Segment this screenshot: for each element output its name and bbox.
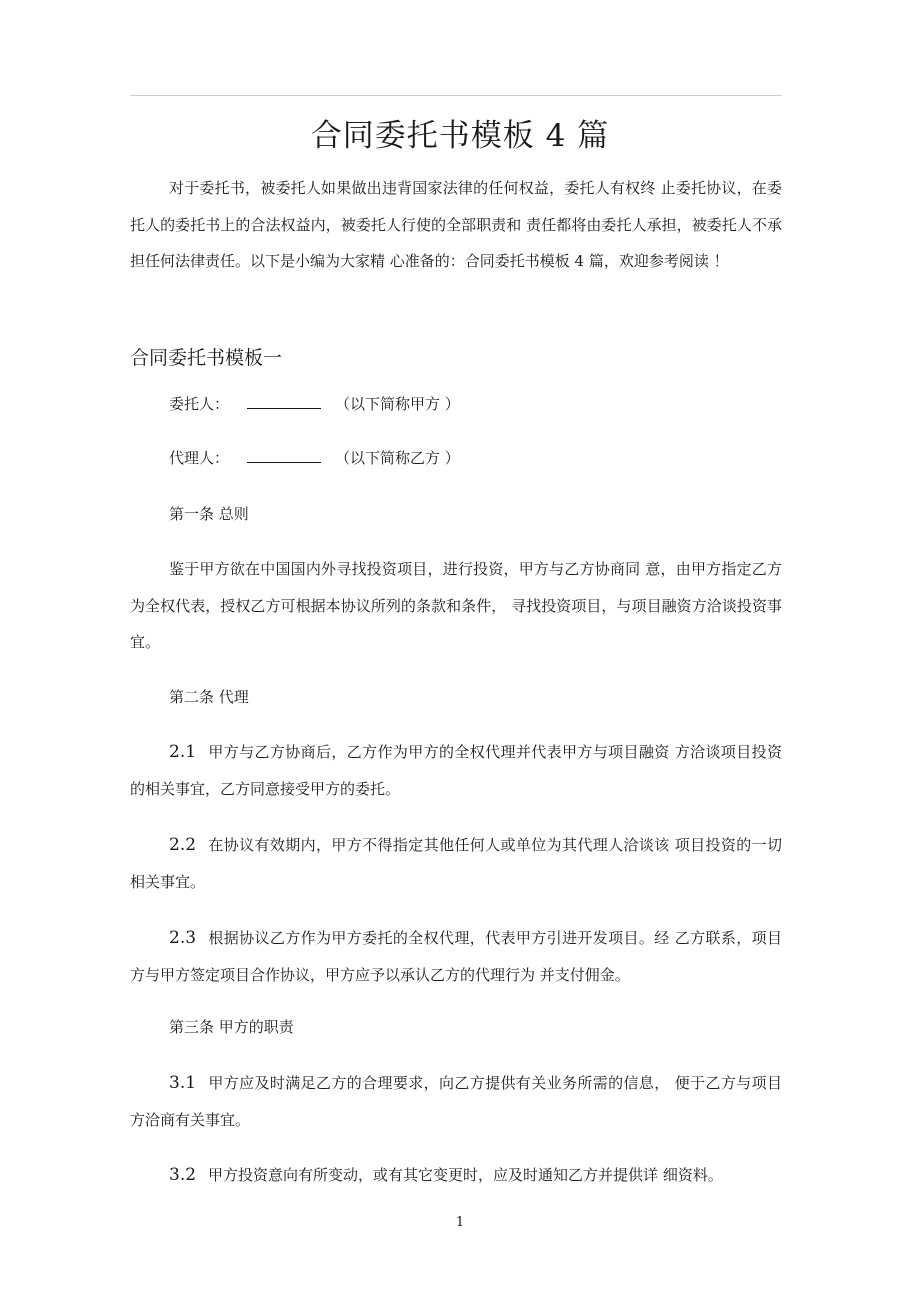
article-1-title: 第一条 总则 <box>169 505 249 523</box>
clause-2-3-text: 根据协议乙方作为甲方委托的全权代理，代表甲方引进开发项目。经 乙方联系，项目方与甲方签定项目合作协议，甲方应予以承认乙方的代理行为 并支付佣金。 <box>130 929 782 984</box>
clause-2-2 <box>130 827 782 900</box>
clause-3-1 <box>130 1065 782 1138</box>
clause-2-2-text: 在协议有效期内，甲方不得指定其他任何人或单位为其代理人洽谈该 项目投资的一切相关事宜。 <box>130 836 782 891</box>
clause-3-2 <box>130 1157 782 1194</box>
clause-2-1 <box>130 734 782 807</box>
principal-note: （以下简称甲方 ） <box>335 395 460 413</box>
principal-label: 委托人： <box>169 395 230 413</box>
agent-note: （以下简称乙方 ） <box>335 449 460 467</box>
section-heading: 合同委托书模板一 <box>130 347 283 369</box>
article-1-text: 鉴于甲方欲在中国国内外寻找投资项目，进行投资，甲方与乙方协商同 意，由甲方指定乙方为全权代表，授权乙方可根据本协议所列的条款和条件， 寻找投资项目，与项目融资方洽谈投资事宜。 <box>130 560 782 651</box>
clause-2-3 <box>130 920 782 993</box>
page-number: 1 <box>455 1215 465 1230</box>
clause-2-1-number: 2.1 <box>169 742 197 762</box>
clause-3-1-number: 3.1 <box>169 1073 197 1093</box>
clause-2-2-number: 2.2 <box>169 835 197 855</box>
clause-3-2-text: 甲方投资意向有所变动，或有其它变更时，应及时通知乙方并提供详 细资料。 <box>208 1166 723 1184</box>
intro-paragraph: 对于委托书，被委托人如果做出违背国家法律的任何权益，委托人有权终 止委托协议，在委托人的委托书上的合法权益内，被委托人行使的全部职责和 责任都将由委托人承担，被委托人不承担任何法律责任。以下是小编为大家精 心准备的：合同委托书模板 4 篇，欢迎参考阅读 ！ <box>130 179 782 270</box>
article-3-title: 第三条 甲方的职责 <box>169 1018 294 1036</box>
clause-2-3-number: 2.3 <box>169 928 197 948</box>
article-2-title: 第二条 代理 <box>169 688 249 706</box>
agent-blank <box>247 446 321 463</box>
principal-blank <box>247 392 321 409</box>
principal-line <box>130 389 782 419</box>
agent-label: 代理人： <box>169 449 230 467</box>
clause-2-1-text: 甲方与乙方协商后，乙方作为甲方的全权代理并代表甲方与项目融资 方洽谈项目投资的相关事宜，乙方同意接受甲方的委托。 <box>130 743 782 798</box>
document-title: 合同委托书模板 4 篇 <box>310 118 610 154</box>
clause-3-2-number: 3.2 <box>169 1165 197 1185</box>
header-rule <box>130 95 782 96</box>
agent-line <box>130 443 782 473</box>
clause-3-1-text: 甲方应及时满足乙方的合理要求，向乙方提供有关业务所需的信息， 便于乙方与项目方洽商有关事宜。 <box>130 1074 782 1129</box>
